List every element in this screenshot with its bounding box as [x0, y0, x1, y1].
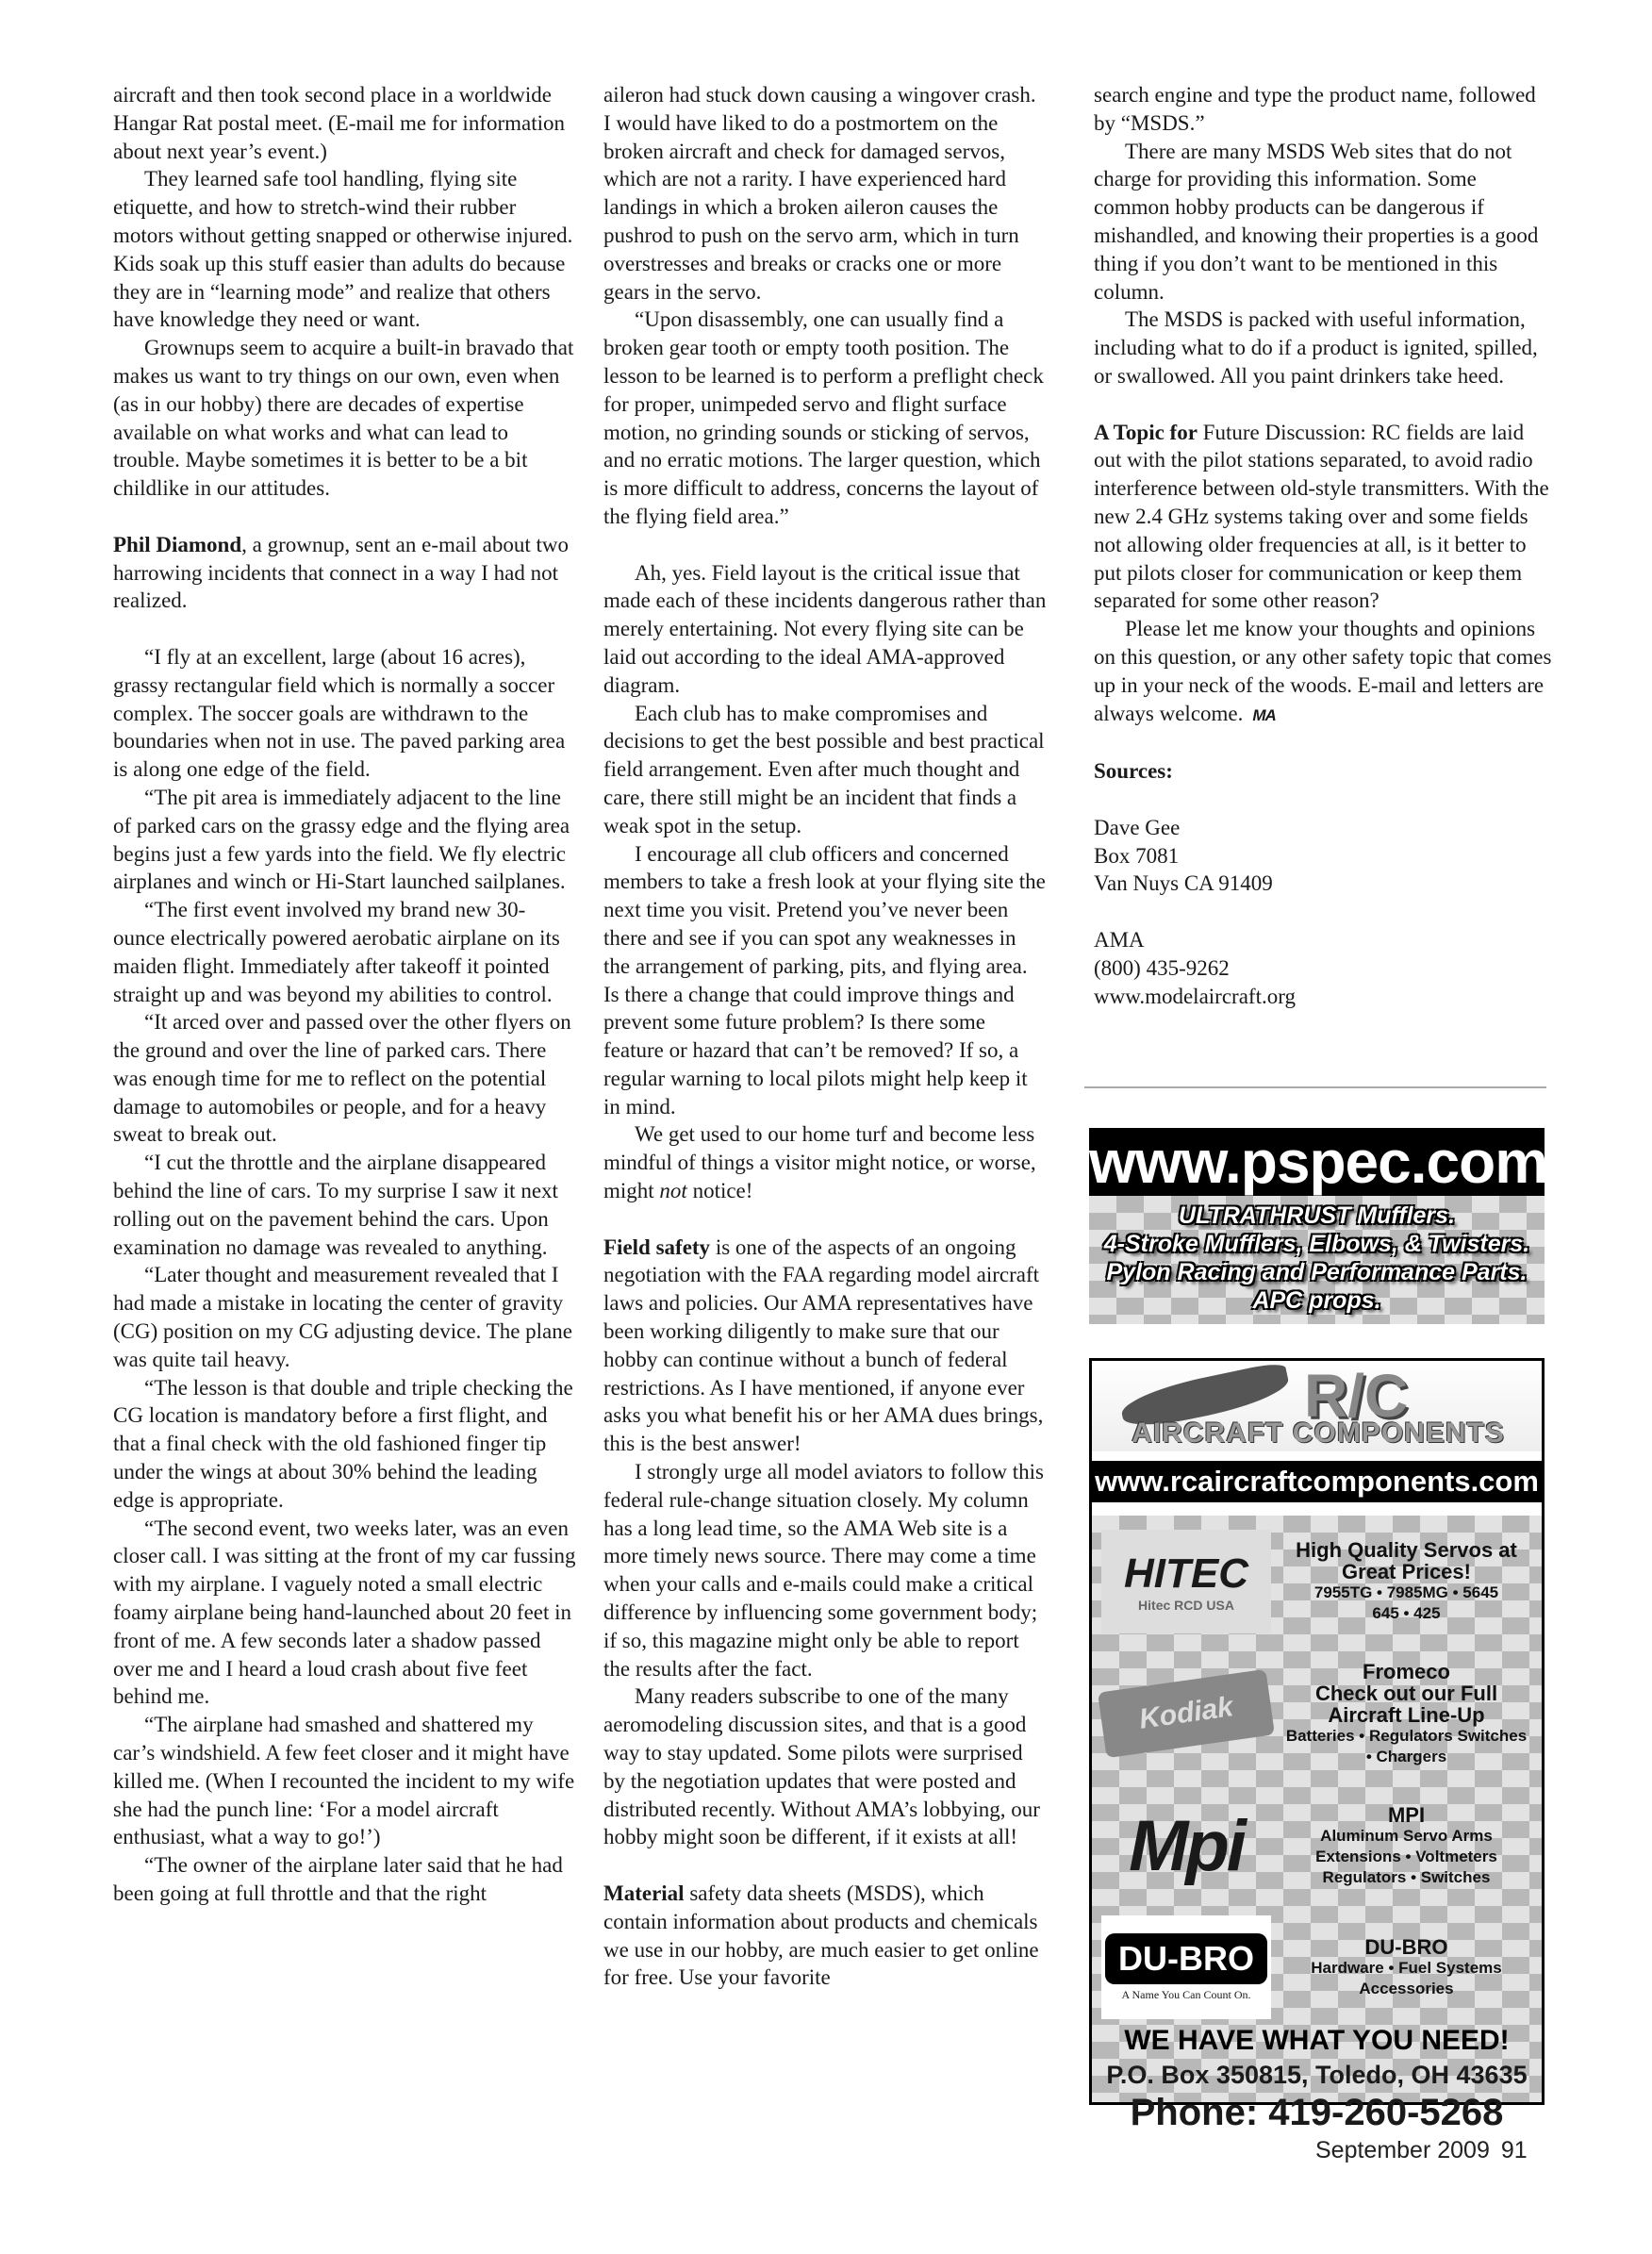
- divider: [1084, 1086, 1546, 1088]
- paragraph-text: notice!: [686, 1179, 753, 1203]
- brand-row: [1092, 1516, 1542, 1648]
- paragraph: [1094, 983, 1556, 1011]
- paragraph-text: aileron had stuck down causing a wingover crash. I would have liked to do a postmortem on the broken aircraft and check for damaged servos, which are not a rarity. I have experienced hard landings in which a broken aileron causes the pushrod to push on the servo arm, which in turn overstresses and breaks or cracks one or more gears in the servo.: [603, 83, 1036, 304]
- brand-row: [1092, 1648, 1542, 1780]
- paragraph-text: “The airplane had smashed and shattered my car’s windshield. A few feet closer and it might have killed me. (When I recounted the incident to my wife she had the punch line: ‘For a model aircraft enthusiast, what a way to go!’): [113, 1713, 575, 1849]
- info-heading: Aircraft Line-Up: [1328, 1702, 1485, 1727]
- brand-name: Mpi: [1129, 1805, 1244, 1886]
- paragraph-text: “I cut the throttle and the airplane disappeared behind the line of cars. To my surprise I saw it next rolling out on the pavement behind the cars. Upon examination no damage was revealed to anything.: [113, 1151, 558, 1259]
- paragraph: [1094, 138, 1556, 307]
- paragraph: [603, 840, 1047, 1121]
- paragraph: [1094, 757, 1556, 786]
- paragraph-text: “The second event, two weeks later, was an even closer call. I was sitting at the front of my car fussing with my airplane. I vaguely noted a small electric foamy airplane being hand-launched about 20 feet in front of me. A few seconds later a shadow passed over me and I heard a loud crash about five feet behind me.: [113, 1516, 576, 1709]
- brand-sub: A Name You Can Count On.: [1121, 1987, 1251, 2001]
- paragraph-text: “The lesson is that double and triple checking the CG location is mandatory before a first flight, and that a final check with the old fashioned finger tip under the wings at about 30% behind the leading edge is appropriate.: [113, 1375, 573, 1512]
- ad-line: 4-Stroke Mufflers, Elbows, & Twisters.: [1103, 1231, 1530, 1257]
- paragraph: [1094, 842, 1556, 870]
- paragraph-text: Please let me know your thoughts and opinions on this question, or any other safety topic that comes up in your neck of the woods. E-mail and letters are always welcome.: [1094, 617, 1552, 725]
- logo-text: R/C: [1304, 1362, 1409, 1430]
- paragraph: [113, 1711, 577, 1851]
- ad-line: ULTRATHRUST Mufflers.: [1178, 1202, 1456, 1229]
- brand-name: DU-BRO: [1105, 1933, 1267, 1984]
- brand-info: [1271, 1804, 1542, 1888]
- ad-body: [1089, 1196, 1545, 1324]
- paragraph: [113, 784, 577, 896]
- info-text: Extensions • Voltmeters: [1315, 1847, 1497, 1865]
- paragraph: [113, 531, 577, 615]
- info-text: Aluminum Servo Arms: [1320, 1826, 1493, 1845]
- paragraph-text: “The pit area is immediately adjacent to the line of parked cars on the grassy edge and the flying area begins just a few yards into the field. We fly electric airplanes and winch or Hi-Start launched sailplanes.: [113, 785, 570, 894]
- paragraph-text: Ah, yes. Field layout is the critical issue that made each of these incidents dangerous rather than merely entertaining. Not every flying site can be laid out according to the ideal AMA-approved diagram.: [603, 560, 1047, 697]
- paragraph: [113, 1374, 577, 1515]
- paragraph-text: Dave Gee: [1094, 815, 1181, 839]
- paragraph-text: We get used to our home turf and become less mindful of things a visitor might notice, or worse, might: [603, 1122, 1036, 1203]
- paragraph: [603, 1120, 1047, 1204]
- paragraph-text: They learned safe tool handling, flying site etiquette, and how to stretch-wind their rubber motors without getting snapped or otherwise injured. Kids soak up this stuff easier than adults do because they are in “learning mode” and realize that others have knowledge they need or want.: [113, 167, 573, 332]
- paragraph-text: , a grownup, sent an e-mail about two harrowing incidents that connect in a way I had not realized.: [113, 532, 569, 613]
- info-text: • Chargers: [1365, 1747, 1447, 1765]
- paragraph: [1094, 81, 1556, 138]
- issue-date: September 2009: [1315, 2137, 1490, 2163]
- paragraph: [113, 81, 577, 165]
- paragraph: [113, 896, 577, 1008]
- article-column-1: [113, 81, 577, 1908]
- paragraph: [603, 81, 1047, 306]
- rc-logo: [1092, 1361, 1542, 1451]
- paragraph: [1094, 870, 1556, 898]
- article-column-2: [603, 81, 1047, 1992]
- page-number: 91: [1500, 2137, 1528, 2163]
- paragraph: [603, 700, 1047, 840]
- address: P.O. Box 350815, Toledo, OH 43635: [1106, 2061, 1528, 2089]
- paragraph-text: (800) 435-9262: [1094, 955, 1230, 980]
- info-text: Hardware • Fuel Systems: [1311, 1958, 1502, 1977]
- ad-line: Pylon Racing and Performance Parts.: [1106, 1259, 1528, 1285]
- paragraph: [113, 1261, 577, 1373]
- info-heading: Check out our Full: [1314, 1681, 1498, 1705]
- ad-url[interactable]: www.rcaircraftcomponents.com: [1092, 1461, 1542, 1502]
- info-heading: DU-BRO: [1364, 1934, 1448, 1959]
- paragraph-text: Many readers subscribe to one of the many aeromodeling discussion sites, and that is a good way to stay updated. Some pilots were surprised by the negotiation updates that were posted and distributed recently. Without AMA’s lobbying, our hobby might soon be different, if it exists at all!: [603, 1684, 1040, 1849]
- paragraph: [1094, 814, 1556, 842]
- paragraph-text: I strongly urge all model aviators to follow this federal rule-change situation closely. My column has a long lead time, so the AMA Web site is a more timely news source. There may come a time when your calls and e-mails could make a critical difference by influencing some government body; if so, this magazine might only be able to report the results after the fact.: [603, 1460, 1044, 1681]
- paragraph: [1094, 419, 1556, 616]
- paragraph: [603, 306, 1047, 530]
- logo-text: AIRCRAFT COMPONENTS: [1132, 1417, 1505, 1449]
- paragraph-text: search engine and type the product name, followed by “MSDS.”: [1094, 83, 1536, 135]
- kodiak-logo: [1098, 1669, 1275, 1758]
- ad-url[interactable]: www.pspec.com: [1089, 1128, 1548, 1196]
- paragraph-text: “It arced over and passed over the other flyers on the ground and over the line of parked cars. There was enough time for me to reflect on the potential damage to automobiles or people, and for a heavy sweat to break out.: [113, 1010, 571, 1147]
- info-heading: High Quality Servos at: [1296, 1538, 1517, 1562]
- paragraph: [603, 1682, 1047, 1851]
- paragraph: [603, 1880, 1047, 1992]
- brand-info: [1271, 1936, 1542, 1999]
- paragraph: [113, 1008, 577, 1149]
- paragraph: [113, 334, 577, 503]
- paragraph-text: “Later thought and measurement revealed that I had made a mistake in locating the center of gravity (CG) position on my CG adjusting device. The plane was quite tail heavy.: [113, 1263, 572, 1371]
- brand-name: Kodiak: [1137, 1691, 1235, 1735]
- paragraph: [603, 1458, 1047, 1682]
- paragraph-lead: Field safety: [603, 1235, 711, 1259]
- paragraph-lead: Sources:: [1094, 759, 1173, 784]
- paragraph: [113, 1515, 577, 1712]
- hitec-logo: [1101, 1530, 1271, 1633]
- paragraph: [113, 165, 577, 334]
- mpi-logo: [1101, 1794, 1271, 1898]
- paragraph-text: I encourage all club officers and concerned members to take a fresh look at your flying site the next time you visit. Pretend you’ve never been there and see if you can spot any weaknesses in the arrangement of parking, pits, and flying area. Is there a change that could improve things and prevent some future problem? Is there some feature or hazard that can’t be removed? If so, a regular warning to local pilots might help keep it in mind.: [603, 841, 1046, 1119]
- paragraph: [113, 643, 577, 784]
- paragraph-text: AMA: [1094, 927, 1145, 952]
- paragraph-text: Future Discussion: RC fields are laid out with the pilot stations separated, to avoid radio interference between old-style transmitters. With the new 2.4 GHz systems taking over and some fields not allowing older frequencies at all, is it better to put pilots closer for communication or keep them separated for some other reason?: [1094, 420, 1549, 613]
- dubro-logo: [1101, 1915, 1271, 2019]
- tagline: WE HAVE WHAT YOU NEED!: [1124, 2025, 1510, 2056]
- brand-row: [1092, 1780, 1542, 1912]
- paragraph-text: www.modelaircraft.org: [1094, 984, 1296, 1008]
- paragraph-text: Box 7081: [1094, 843, 1180, 868]
- ma-logo-icon: MA: [1252, 705, 1276, 724]
- paragraph-text: “Upon disassembly, one can usually find a broken gear tooth or empty tooth position. The lesson to be learned is to perform a preflight check for proper, unimpeded servo and flight surface motion, no grinding sounds or sticking of servos, and no erratic motions. The larger question, which is more difficult to address, concerns the layout of the flying field area.”: [603, 307, 1044, 528]
- paragraph-lead: Phil Diamond: [113, 532, 242, 556]
- info-text: Accessories: [1359, 1979, 1454, 1997]
- paragraph-text: Each club has to make compromises and decisions to get the best possible and best practical field arrangement. Even after much thought and care, there still might be an incident that finds a weak spot in the setup.: [603, 701, 1045, 837]
- paragraph: [1094, 954, 1556, 983]
- paragraph-text: Van Nuys CA 91409: [1094, 871, 1273, 896]
- brand-row: [1092, 1912, 1542, 2023]
- brand-info: [1271, 1661, 1542, 1767]
- brand-sub: Hitec RCD USA: [1138, 1598, 1234, 1613]
- ad-body: [1092, 1516, 1542, 2133]
- ad-contact: [1092, 2023, 1542, 2134]
- info-text: 645 • 425: [1372, 1604, 1441, 1622]
- paragraph-text: There are many MSDS Web sites that do not charge for providing this information. Some common hobby products can be dangerous if mishandled, and knowing their properties is a good thing if you don’t want to be mentioned in this column.: [1094, 139, 1539, 304]
- paragraph: [603, 1234, 1047, 1458]
- info-text: 7955TG • 7985MG • 5645: [1313, 1583, 1499, 1601]
- paragraph: [603, 559, 1047, 700]
- paragraph: [1094, 615, 1556, 729]
- paragraph-lead: A Topic for: [1094, 420, 1198, 444]
- paragraph-text: “The first event involved my brand new 30-ounce electrically powered aerobatic airplane on its maiden flight. Immediately after takeoff it pointed straight up and was beyond my abilities to control.: [113, 898, 560, 1006]
- rc-aircraft-components-advertisement[interactable]: [1089, 1358, 1545, 2133]
- info-heading: Great Prices!: [1342, 1560, 1471, 1583]
- phone: Phone: 419-260-5268: [1130, 2092, 1504, 2133]
- paragraph: [113, 1851, 577, 1908]
- info-text: Batteries • Regulators Switches: [1285, 1726, 1528, 1745]
- info-text: Regulators • Switches: [1322, 1867, 1491, 1886]
- paragraph-text: is one of the aspects of an ongoing negotiation with the FAA regarding model aircraft laws and policies. Our AMA representatives have been working diligently to make sure that our hobby can continue without a bunch of federal restrictions. As I have mentioned, if anyone ever asks you what benefit his or her AMA dues brings, this is the best answer!: [603, 1235, 1044, 1456]
- emphasis: not: [659, 1179, 687, 1203]
- brand-info: [1271, 1539, 1542, 1624]
- pspec-advertisement[interactable]: [1089, 1128, 1548, 1324]
- paragraph: [1094, 306, 1556, 389]
- paragraph-text: “The owner of the airplane later said that he had been going at full throttle and that the right: [113, 1853, 563, 1905]
- article-column-3: [1094, 81, 1556, 1010]
- paragraph-text: The MSDS is packed with useful information, including what to do if a product is ignited, spilled, or swallowed. All you paint drinkers take heed.: [1094, 307, 1538, 388]
- paragraph-text: safety data sheets (MSDS), which contain information about products and chemicals we use in our hobby, are much easier to get online for free. Use your favorite: [603, 1881, 1039, 1990]
- info-heading: MPI: [1387, 1802, 1426, 1827]
- paragraph: [113, 1149, 577, 1261]
- ad-line: APC props.: [1252, 1287, 1381, 1314]
- paragraph-text: “I fly at an excellent, large (about 16 acres), grassy rectangular field which is normally a soccer complex. The soccer goals are withdrawn to the boundaries when not in use. The paved parking area is along one edge of the field.: [113, 644, 566, 782]
- paragraph-lead: Material: [603, 1881, 685, 1905]
- paragraph: [1094, 926, 1556, 954]
- page-footer: [1315, 2137, 1528, 2164]
- paragraph-text: aircraft and then took second place in a worldwide Hangar Rat postal meet. (E-mail me for information about next year’s event.): [113, 83, 566, 163]
- paragraph-text: Grownups seem to acquire a built-in bravado that makes us want to try things on our own, even when (as in our hobby) there are decades of expertise available on what works and what can lead to trouble. Maybe sometimes it is better to be a bit childlike in our attitudes.: [113, 336, 574, 501]
- info-heading: Fromeco: [1363, 1659, 1450, 1683]
- brand-name: HITEC: [1124, 1550, 1248, 1597]
